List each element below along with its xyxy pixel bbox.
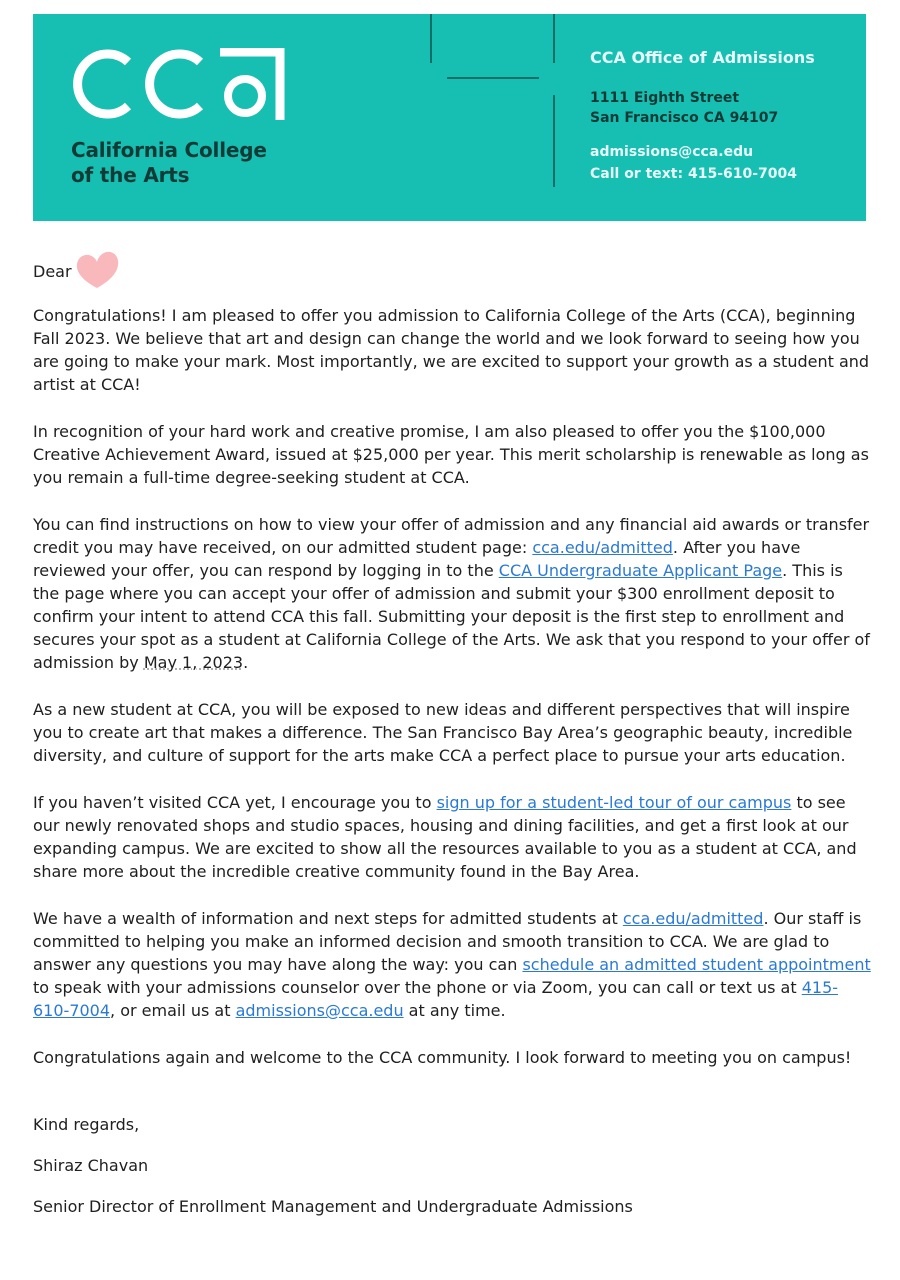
paragraph-scholarship: In recognition of your hard work and creative promise, I am also pleased to offer you the $100,000 Creative Achievement Award, issued at $25,000 per year. This merit scholarship is renewable as long as you remain a full-time degree-seeking student at CCA. xyxy=(33,422,869,487)
text: . xyxy=(243,653,249,672)
greeting xyxy=(33,258,873,284)
heart-sticker-icon xyxy=(74,248,120,290)
campus-tour-link[interactable]: sign up for a student-led tour of our campus xyxy=(436,793,792,812)
college-name-line1: California College xyxy=(71,138,267,162)
text: We have a wealth of information and next steps for admitted students at xyxy=(33,909,623,928)
cca-logo-icon xyxy=(70,48,285,120)
paragraph-closing: Congratulations again and welcome to the CCA community. I look forward to meeting you on campus! xyxy=(33,1048,852,1067)
office-contact xyxy=(590,141,815,185)
office-title: CCA Office of Admissions xyxy=(590,48,815,67)
letter-body xyxy=(33,258,873,1236)
office-address xyxy=(590,88,815,128)
schedule-appointment-link[interactable]: schedule an admitted student appointment xyxy=(522,955,871,974)
admitted-page-link-2[interactable]: cca.edu/admitted xyxy=(622,909,764,928)
address-line1: 1111 Eighth Street xyxy=(590,90,740,106)
college-name xyxy=(71,138,267,188)
text: If you haven’t visited CCA yet, I encourage you to xyxy=(33,793,437,812)
text: at any time. xyxy=(403,1001,506,1020)
paragraph-next-steps xyxy=(33,907,873,1022)
email-link[interactable]: admissions@cca.edu xyxy=(235,1001,404,1020)
signer-name: Shiraz Chavan xyxy=(33,1156,149,1175)
text: . Our staff is committed to helping you make an informed decision and smooth transition to CCA. We are glad to answer any questions you may have along the way: you can xyxy=(33,909,862,974)
admitted-page-link[interactable]: cca.edu/admitted xyxy=(532,538,673,557)
college-name-line2: of the Arts xyxy=(71,163,190,187)
text: to speak with your admissions counselor over the phone or via Zoom, you can call or text us at xyxy=(33,978,802,997)
response-deadline-date: May 1, 2023 xyxy=(143,653,244,672)
paragraph-admission: Congratulations! I am pleased to offer you admission to California College of the Arts (CCA), beginning Fall 2023. We believe that art and design can change the world and we look forward to seeing how you are going to make your mark. Most importantly, we are excited to support your growth as a student and artist at CCA! xyxy=(33,306,870,394)
decorative-line xyxy=(447,77,539,79)
letterhead-banner xyxy=(33,14,866,221)
signer-title: Senior Director of Enrollment Management and Undergraduate Admissions xyxy=(33,1197,633,1216)
salutation: Dear xyxy=(33,261,72,281)
text: to see our newly renovated shops and studio spaces, housing and dining facilities, and get a first look at our expanding campus. We are excited to show all the resources available to you as a student at CCA, and share more about the incredible creative community found in the Bay Area. xyxy=(33,793,857,881)
decorative-line xyxy=(430,14,432,63)
decorative-line xyxy=(553,14,555,63)
paragraph-new-student: As a new student at CCA, you will be exposed to new ideas and different perspectives that will inspire you to create art that makes a difference. The San Francisco Bay Area’s geographic beauty, incredible diversity, and culture of support for the arts make CCA a perfect place to pursue your arts education. xyxy=(33,700,853,765)
text: . This is the page where you can accept your offer of admission and submit your $300 enrollment deposit to confirm your intent to attend CCA this fall. Submitting your deposit is the first step to enrollment and secures your spot as a student at California College of the Arts. We ask that you respond to your offer of admission by xyxy=(33,561,870,672)
office-phone: Call or text: 415-610-7004 xyxy=(590,166,798,182)
closing-phrase: Kind regards, xyxy=(33,1115,140,1134)
address-line2: San Francisco CA 94107 xyxy=(590,110,779,126)
text: You can find instructions on how to view your offer of admission and any financial aid awards or transfer credit you may have received, on our admitted student page: xyxy=(33,515,870,557)
paragraph-campus-tour xyxy=(33,791,873,883)
signature-block xyxy=(33,1113,873,1218)
decorative-line xyxy=(553,95,555,187)
office-email: admissions@cca.edu xyxy=(590,144,754,160)
office-contact-block xyxy=(590,48,815,185)
text: , or email us at xyxy=(110,1001,236,1020)
text: . After you have reviewed your offer, you can respond by logging in to the xyxy=(33,538,801,580)
paragraph-offer-instructions xyxy=(33,513,873,674)
applicant-page-link[interactable]: CCA Undergraduate Applicant Page xyxy=(498,561,783,580)
phone-link[interactable]: 415-610-7004 xyxy=(33,978,839,1020)
